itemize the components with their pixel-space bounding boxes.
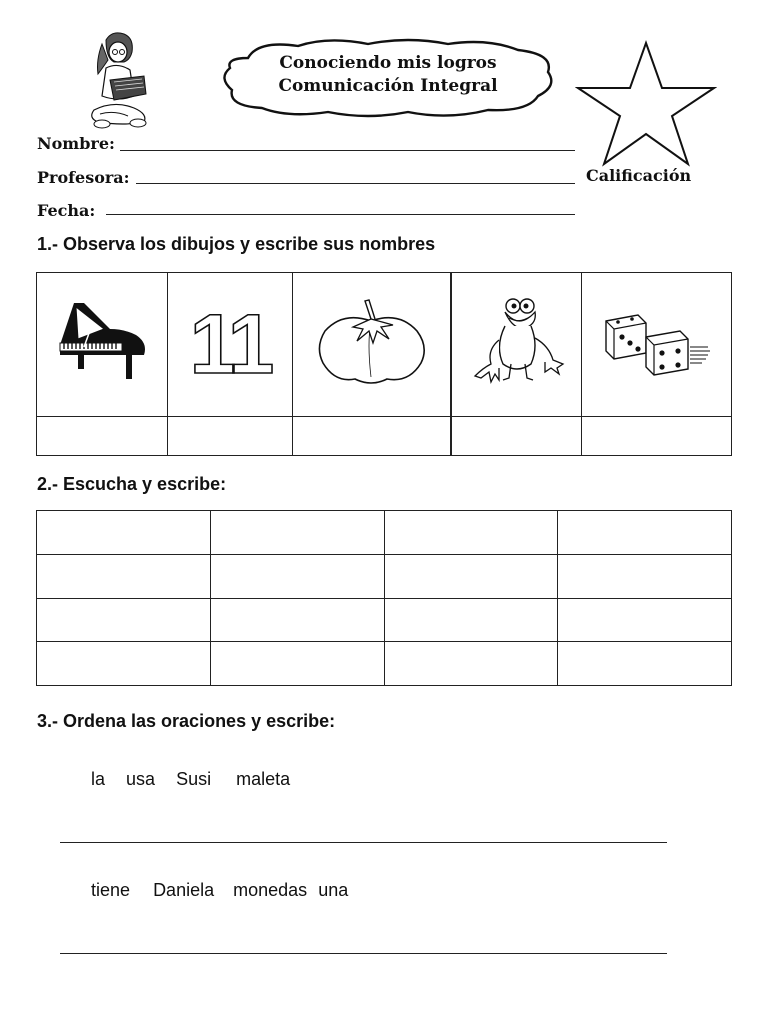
dictation-cell[interactable] — [210, 554, 384, 598]
word: Daniela — [153, 880, 215, 900]
sentence-answer-line-1[interactable] — [60, 842, 667, 843]
teacher-field[interactable] — [136, 183, 575, 184]
frog-icon — [469, 294, 565, 390]
name-label: Nombre: — [37, 134, 115, 153]
scrambled-sentence-2 — [91, 880, 364, 901]
grade-label: Calificación — [586, 166, 692, 185]
section3-heading: 3.- Ordena las oraciones y escribe: — [37, 711, 336, 731]
dictation-cell[interactable] — [37, 598, 211, 642]
number-eleven-icon — [184, 305, 276, 379]
word: tiene — [91, 880, 131, 900]
dictation-cell[interactable] — [37, 554, 211, 598]
teacher-label: Profesora: — [37, 168, 130, 187]
dictation-cell[interactable] — [37, 511, 211, 555]
dictation-cell[interactable] — [558, 511, 732, 555]
dictation-cell[interactable] — [558, 642, 732, 686]
title-line-2: Comunicación Integral — [278, 76, 498, 96]
tomato-icon — [313, 297, 429, 387]
word: maleta — [236, 769, 291, 789]
number-eleven-text: 11 — [189, 305, 271, 379]
dictation-cell[interactable] — [384, 642, 558, 686]
dictation-cell[interactable] — [210, 511, 384, 555]
picture-cell-eleven — [167, 273, 292, 417]
answer-cell-4[interactable] — [451, 417, 582, 456]
answer-cell-5[interactable] — [582, 417, 732, 456]
girl-reading-icon — [84, 30, 156, 130]
piano-icon — [54, 299, 150, 385]
word: una — [318, 880, 349, 900]
answer-cell-1[interactable] — [37, 417, 168, 456]
dictation-cell[interactable] — [558, 554, 732, 598]
word: Susi — [176, 769, 212, 789]
sentence-answer-line-2[interactable] — [60, 953, 667, 954]
dictation-cell[interactable] — [210, 642, 384, 686]
dictation-cell[interactable] — [384, 598, 558, 642]
star-icon — [575, 40, 717, 168]
table-row — [37, 554, 732, 598]
word: la — [91, 769, 106, 789]
table-row — [37, 642, 732, 686]
date-label: Fecha: — [37, 201, 96, 220]
word: monedas — [233, 880, 308, 900]
title-line-1: Conociendo mis logros — [279, 53, 497, 73]
table-row — [37, 511, 732, 555]
scrambled-sentence-1 — [91, 769, 306, 790]
section1-heading: 1.- Observa los dibujos y escribe sus nombres — [37, 234, 436, 254]
section2-heading: 2.- Escucha y escribe: — [37, 474, 227, 494]
dictation-cell[interactable] — [384, 511, 558, 555]
picture-cell-frog — [451, 273, 582, 417]
picture-cell-dice — [582, 273, 732, 417]
dictation-cell[interactable] — [210, 598, 384, 642]
name-field[interactable] — [120, 150, 575, 151]
picture-naming-table — [36, 272, 732, 456]
dictation-table — [36, 510, 732, 686]
picture-cell-piano — [37, 273, 168, 417]
word: usa — [126, 769, 156, 789]
answer-cell-2[interactable] — [167, 417, 292, 456]
answer-cell-3[interactable] — [292, 417, 450, 456]
worksheet-title — [238, 52, 538, 98]
picture-cell-tomato — [292, 273, 450, 417]
dice-icon — [602, 307, 712, 377]
table-row — [37, 598, 732, 642]
dictation-cell[interactable] — [384, 554, 558, 598]
date-field[interactable] — [106, 214, 575, 215]
dictation-cell[interactable] — [558, 598, 732, 642]
dictation-cell[interactable] — [37, 642, 211, 686]
